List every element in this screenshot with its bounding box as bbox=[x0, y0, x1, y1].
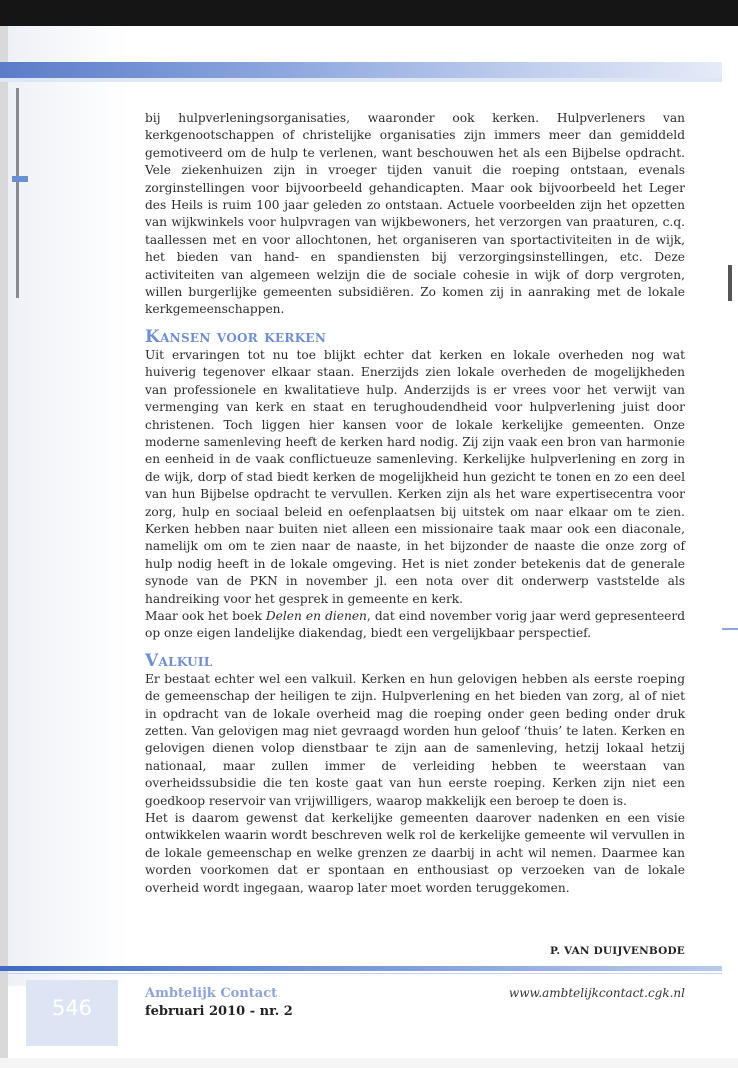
right-edge-mark bbox=[728, 265, 732, 301]
footer-rule-thin bbox=[0, 973, 722, 974]
side-rule bbox=[16, 88, 19, 298]
header-stripe-light bbox=[0, 78, 722, 82]
author-signature: P. VAN DUIJVENBODE bbox=[549, 945, 685, 957]
scan-top-band bbox=[0, 0, 738, 26]
header-stripe bbox=[0, 62, 722, 78]
page-margin-shadow bbox=[8, 26, 128, 986]
page-number: 546 bbox=[51, 996, 93, 1020]
paragraph-valkuil: Er bestaat echter wel een valkuil. Kerken en hun gelovigen hebben als eerste roeping de gemeenschap der heiligen te zijn. Hulpverlening en het bieden van zorg, al of niet in opdracht van de lokale overheid mag die roeping onder geen beding onder druk zetten. Van gelovigen mag niet gevraagd worden hun geloof ‘thuis’ te laten. Kerken en gelovigen dienen volop dienstbaar te zijn aan de samenleving, hetzij lokaal hetzij nationaal, maar zullen immer de verleiding hebben te weerstaan van overheidssubsidie die ten koste gaat van hun eerste roeping. Kerken zijn niet een goedkoop reservoir van vrijwilligers, waarop makkelijk een beroep te doen is. bbox=[145, 671, 685, 808]
paragraph-kansen: Uit ervaringen tot nu toe blijkt echter dat kerken en lokale overheden nog wat huiverig tegenover elkaar staan. Enerzijds zien lokale overheden de mogelijkheden van professionele en kwalitatieve hulp. Anderzijds is er vrees voor het verwijt van vermenging van kerk en staat en terughoudendheid voor hulpverlening juist door christenen. Toch liggen hier kansen voor de lokale kerkelijke gemeenten. Onze moderne samenleving heeft de kerken hard nodig. Zij zijn vaak een bron van harmonie en eenheid in de vaak conflictueuze samenleving. Kerkelijke hulpverlening en zorg in de wijk, dorp of stad biedt kerken de mogelijkheid hun gezicht te tonen en zo een deel van hun Bijbelse opdracht te vervullen. Kerken zijn als het ware expertisecentra voor zorg, hulp en sociaal beleid en oefenplaatsen bij uitstek om naar elkaar om te zien. Kerken hebben naar buiten niet alleen een missionaire taak maar ook een diaconale, namelijk om om te zien naar de naaste, in het bijzonder de naaste die onze zorg of hulp nodig heeft in de lokale omgeving. Het is niet zonder betekenis dat de generale synode van de PKN in november jl. een nota over dit onderwerp vaststelde als handreiking voor het gesprek in gemeente en kerk. bbox=[145, 347, 685, 606]
scan-bottom-edge bbox=[0, 1058, 738, 1068]
footer-rule bbox=[0, 966, 722, 971]
side-tick bbox=[12, 176, 28, 182]
magazine-website-link[interactable]: www.ambtelijkcontact.cgk.nl bbox=[508, 986, 685, 1000]
paragraph-book-lead: Maar ook het boek bbox=[145, 608, 266, 623]
magazine-title: Ambtelijk Contact bbox=[145, 986, 278, 1001]
article-body bbox=[145, 110, 685, 897]
paragraph-delen-en-dienen bbox=[145, 608, 685, 643]
scan-left-edge bbox=[0, 26, 8, 1068]
paragraph-book-rest: , dat eind november vorig jaar werd gepresenteerd op onze eigen landelijke diakendag, biedt een vergelijkbaar perspectief. bbox=[145, 608, 685, 641]
right-edge-tick bbox=[722, 628, 738, 630]
heading-kansen-voor-kerken: Kansen voor kerken bbox=[145, 326, 327, 347]
paragraph-intro: bij hulpverleningsorganisaties, waaronder ook kerken. Hulpverleners van kerkgenootschappen of christelijke organisaties zijn immers meer dan gemiddeld gemotiveerd om de hulp te verlenen, want beschouwen het als een Bijbelse opdracht. Vele ziekenhuizen zijn in vroeger tijden vanuit die roeping ontstaan, evenals zorginstellingen voor bijvoorbeeld gehandicapten. Maar ook bijvoorbeeld het Leger des Heils is ruim 100 jaar geleden zo ontstaan. Actuele voorbeelden zijn het opzetten van wijkwinkels voor hulpvragen van wijkbewoners, het verzorgen van praaturen, c.q. taallessen met en voor allochtonen, het organiseren van sportactiviteiten in de wijk, het bieden van hand- en spandiensten bij verzorgingsinstellingen, etc. Deze activiteiten van algemeen welzijn die de sociale cohesie in wijk of dorp vergroten, willen burgerlijke gemeenten subsidiëren. Zo komen zij in aanraking met de lokale kerkgemeenschappen. bbox=[145, 111, 685, 317]
book-title: Delen en dienen bbox=[265, 608, 367, 623]
magazine-issue: februari 2010 - nr. 2 bbox=[145, 1004, 293, 1019]
paragraph-conclusion: Het is daarom gewenst dat kerkelijke gemeenten daarover nadenken en een visie ontwikkelen waarin wordt beschreven welk rol de kerkelijke gemeente wil vervullen in de lokale gemeenschap en welke grenzen ze daarbij in acht wil nemen. Daarmee kan worden voorkomen dat er spontaan en enthousiast op verzoeken van de lokale overheid wordt ingegaan, waarop later moet worden teruggekomen. bbox=[145, 811, 685, 895]
heading-valkuil: Valkuil bbox=[145, 650, 213, 671]
